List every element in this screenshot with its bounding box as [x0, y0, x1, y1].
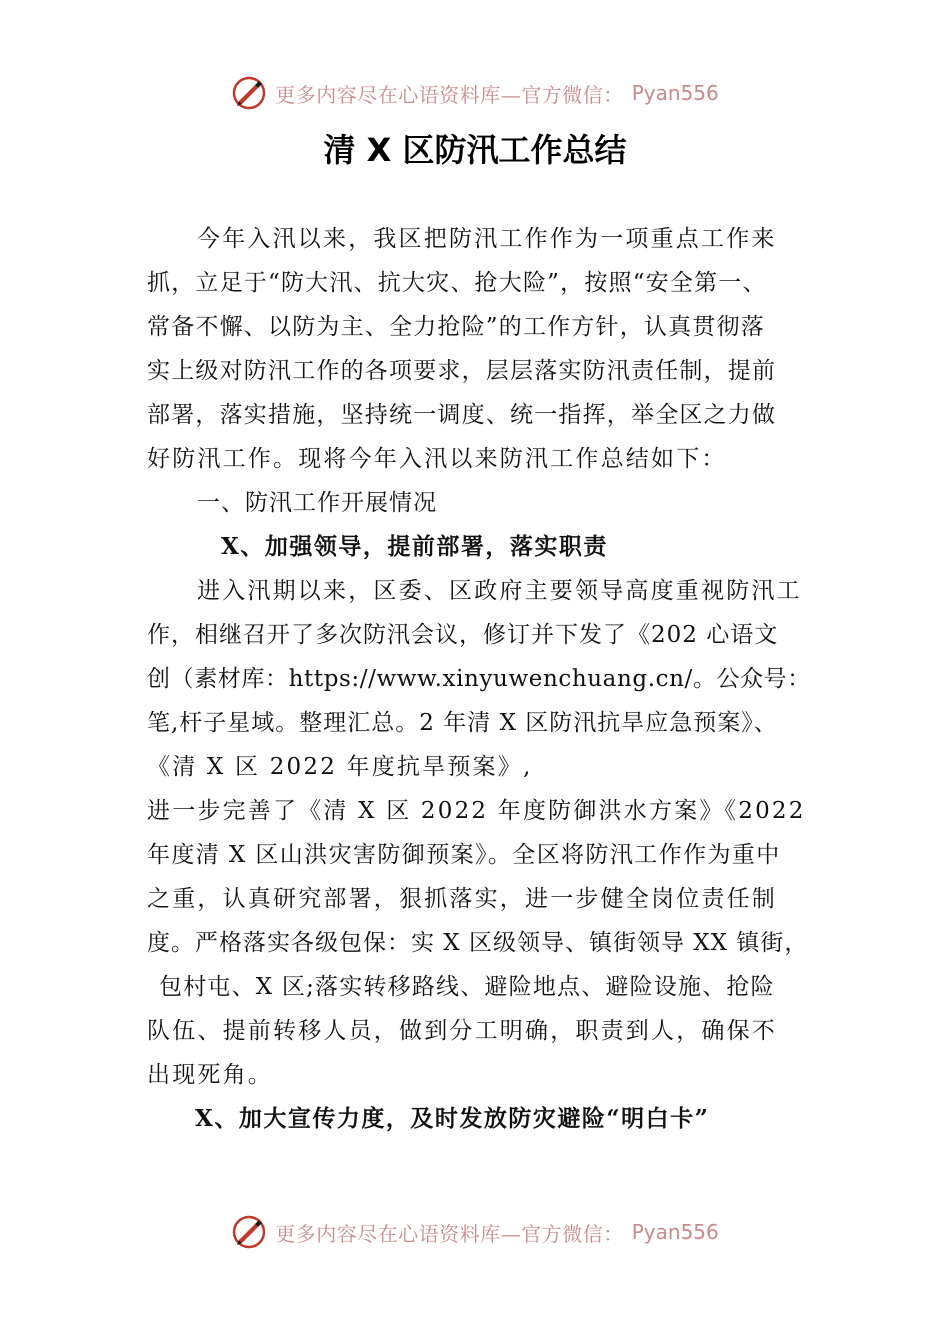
body-line: 今年入汛以来，我区把防汛工作作为一项重点工作来: [197, 226, 777, 252]
body-line: 部署，落实措施，坚持统一调度、统一指挥，举全区之力做: [147, 402, 777, 428]
body-line: 创（素材库：https://www.xinyuwenchuang.cn/。公众号：: [147, 666, 811, 692]
body-line: 好防汛工作。现将今年入汛以来防汛工作总结如下：: [147, 446, 727, 472]
subsection-heading: X、加强领导，提前部署，落实职责: [221, 533, 608, 560]
body-line: 出现死角。: [147, 1062, 273, 1088]
document-body: [147, 217, 827, 1141]
body-line: 之重，认真研究部署，狠抓落实，进一步健全岗位责任制: [147, 886, 777, 912]
body-line: 进入汛期以来，区委、区政府主要领导高度重视防汛工: [197, 578, 802, 604]
pen-circle-logo-icon: [231, 1214, 267, 1250]
section-heading: 一、防汛工作开展情况: [197, 490, 437, 516]
watermark-header: [0, 73, 950, 113]
pen-circle-logo-icon: [231, 75, 267, 111]
body-line: 队伍、提前转移人员，做到分工明确，职责到人，确保不: [147, 1018, 777, 1044]
watermark-contact: Pyan556: [631, 1220, 719, 1244]
body-line: 度。严格落实各级包保：实 X 区级领导、镇街领导 XX 镇街，: [147, 930, 809, 956]
body-line: 常备不懈、以防为主、全力抢险”的工作方针，认真贯彻落: [147, 314, 765, 340]
body-line: 笔,杆子星域。整理汇总。2 年清 X 区防汛抗旱应急预案》、: [147, 710, 778, 736]
body-line: 实上级对防汛工作的各项要求，层层落实防汛责任制，提前: [147, 358, 777, 384]
watermark-footer: [0, 1212, 950, 1252]
subsection-heading: X、加大宣传力度，及时发放防灾避险“明白卡”: [195, 1105, 710, 1132]
watermark-contact: Pyan556: [631, 81, 719, 105]
watermark-text: 更多内容尽在心语资料库—官方微信：: [275, 1221, 624, 1246]
body-line: 进一步完善了《清 X 区 2022 年度防御洪水方案》《2022: [147, 798, 806, 824]
body-line: 年度清 X 区山洪灾害防御预案》。全区将防汛工作作为重中: [147, 842, 781, 868]
body-line: 抓，立足于“防大汛、抗大灾、抢大险”，按照“安全第一、: [147, 270, 767, 296]
watermark-text: 更多内容尽在心语资料库—官方微信：: [275, 82, 624, 107]
document-title: 清 X 区防汛工作总结: [323, 131, 627, 169]
body-line: 包村屯、X 区;落实转移路线、避险地点、避险设施、抢险: [159, 974, 775, 1000]
body-line: 作，相继召开了多次防汛会议，修订并下发了《202 心语文: [147, 622, 779, 648]
body-line: 《清 X 区 2022 年度抗旱预案》,: [147, 754, 533, 780]
